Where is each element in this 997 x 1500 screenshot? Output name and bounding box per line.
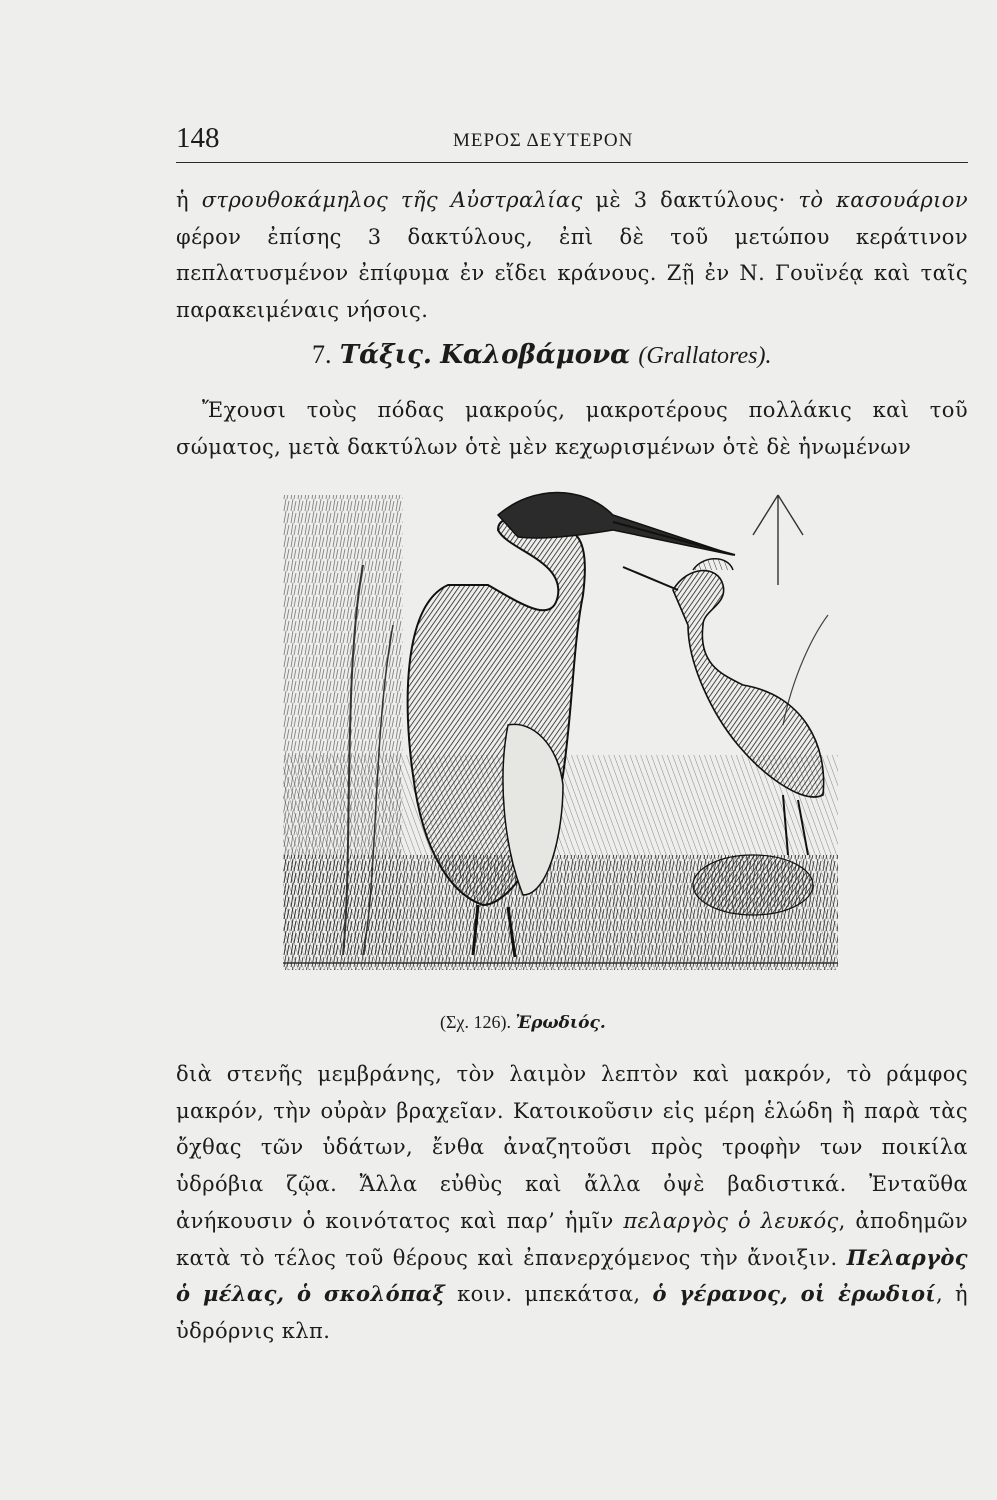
rock [693,855,813,915]
bold-italic-term: ὁ γέρανος, οἱ ἐρωδιοί [652,1281,936,1307]
text-run: ἡ [176,188,202,212]
text-run: , ἀποδημῶν κατὰ τὸ τέλος τοῦ θέρους καὶ ἐπανερχόμενος τὴν ἄνοιξιν. [176,1208,968,1270]
text-run: κοιν. μπεκάτσα, [445,1282,653,1307]
page-header [176,122,968,162]
caption-name: Ἐρωδιός. [515,1013,606,1033]
caption-ref: (Σχ. 126). [440,1012,511,1032]
running-title: ΜΕΡΟΣ ΔΕΥΤΕΡΟΝ [453,130,634,151]
italic-term: στρουθοκάμηλος τῆς Αὐστραλίας [201,188,583,212]
paragraph-grallatores: Ἔχουσι τοὺς πόδας μακρούς, μακροτέρους πολλάκις καὶ τοῦ σώματος, μετὰ δακτύλων ὁτὲ μὲν κεχωρισμένων ὁτὲ δὲ ἡνωμένων [176,398,968,459]
italic-term: τὸ κασουάριον [798,188,968,212]
text-run: μὲ 3 δακτύλους· [582,188,799,212]
text-run: , ἡ ὑδρόρνις κλπ. [176,1282,968,1343]
paragraph-storks [176,1056,968,1350]
text-run: διὰ στενῆς μεμβράνης, τὸν λαιμὸν λεπτὸν καὶ μακρόν, τὸ ράμφος μακρόν, τὴν οὐρὰν βραχεῖαν. Κατοικοῦσιν εἰς μέρη ἑλώδη ἢ παρὰ τὰς ὄχθας τῶν ὑδάτων, ἔνθα ἀναζητοῦσι πρὸς τροφὴν των ποικίλα ὑδρόβια ζῷα. Ἄλλα εὐθὺς καὶ ἄλλα ὀψὲ βαδιστικά. Ἐνταῦθα ἀνήκουσιν ὁ κοινότατος καὶ παρ’ ἡμῖν [176,1062,968,1233]
header-rule [176,162,968,163]
italic-term: πελαργὸς ὁ λευκός [623,1208,839,1233]
paragraph-ostrich [176,182,968,328]
section-name: Καλοβάμονα [440,340,631,370]
section-taxis: Τάξις. [339,340,432,370]
bold-italic-term: Πελαργὸς ὁ μέλας, ὁ σκολόπαξ [176,1244,968,1307]
page-number: 148 [176,122,220,154]
figure-caption [440,1012,606,1033]
section-latin-name: (Grallatores). [638,343,772,369]
section-heading [312,340,772,370]
heron-engraving [283,475,838,970]
section-number: 7. [312,340,332,369]
text-run: φέρον ἐπίσης 3 δακτύλους, ἐπὶ δὲ τοῦ μετώπου κεράτινον πεπλατυσμένον ἐπίφυμα ἐν εἴδει κράνους. Ζῇ ἐν Ν. Γουϊνέᾳ καὶ ταῖς παρακειμέναις νήσοις. [176,224,968,322]
